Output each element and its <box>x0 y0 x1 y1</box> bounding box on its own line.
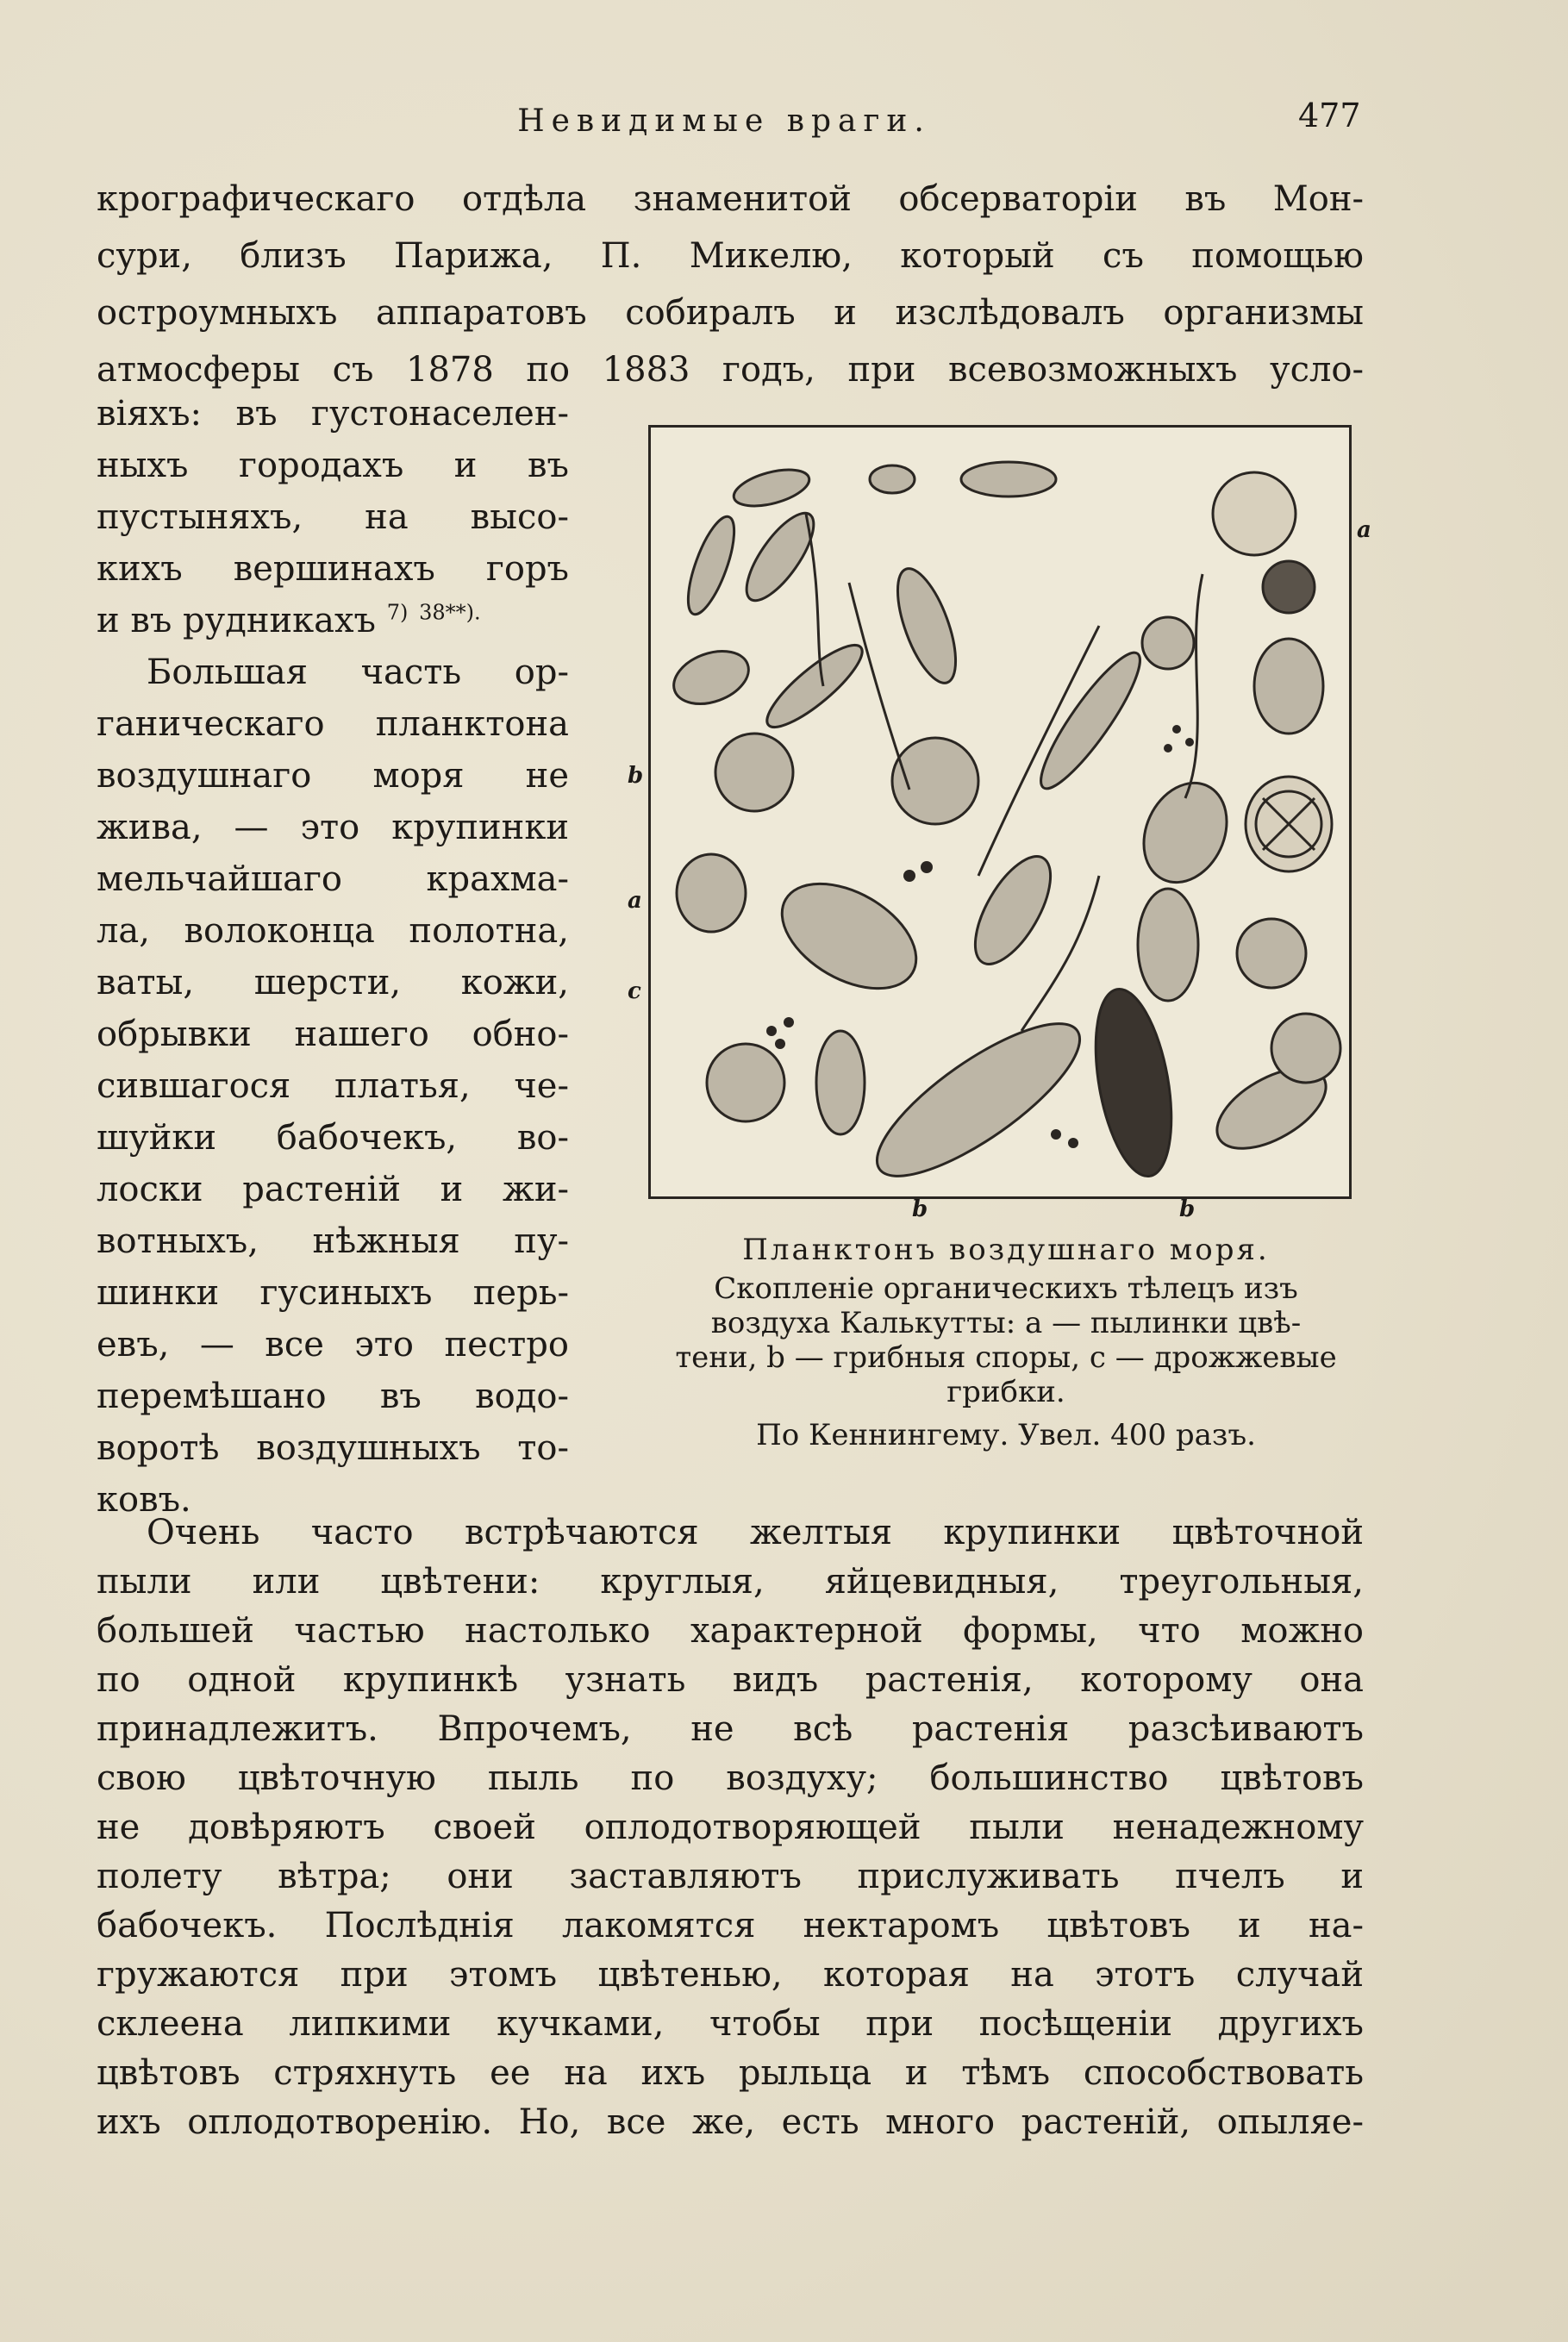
text-line: пустыняхъ, на высо- <box>97 497 569 537</box>
text-line: обрывки нашего обно- <box>97 1015 569 1054</box>
text-line: по одной крупинкѣ узнать видъ растенія, которому она <box>97 1660 1364 1700</box>
figure-label-a: a <box>628 888 642 914</box>
text-line: свою цвѣточную пыль по воздуху; большинство цвѣтовъ <box>97 1758 1364 1798</box>
caption-line: тени, b — грибныя споры, c — дрожжевые <box>675 1340 1337 1375</box>
text-line: воротѣ воздушныхъ то- <box>97 1428 569 1468</box>
text-line: ихъ оплодотворенію. Но, все же, есть много растеній, опыляе- <box>97 2102 1364 2142</box>
line-text: и въ рудникахъ <box>97 601 377 640</box>
page-number: 477 <box>1298 97 1361 134</box>
text-line: гружаются при этомъ цвѣтенью, которая на этотъ случай <box>97 1955 1364 1995</box>
caption-credit: По Кеннингему. Увел. 400 разъ. <box>756 1418 1256 1452</box>
text-line: віяхъ: въ густонаселен- <box>97 394 569 434</box>
text-line: склеена липкими кучками, чтобы при посѣщеніи другихъ <box>97 2004 1364 2044</box>
text-line: не довѣряютъ своей оплодотворяющей пыли ненадежному <box>97 1808 1364 1847</box>
caption-title: Планктонъ воздушнаго моря. <box>742 1233 1270 1267</box>
text-line: бабочекъ. Послѣднія лакомятся нектаромъ цвѣтовъ и на- <box>97 1906 1364 1945</box>
text-line: полету вѣтра; они заставляютъ прислуживать пчелъ и <box>97 1857 1364 1896</box>
text-line: перемѣшано въ водо- <box>97 1377 569 1416</box>
text-line: Большая часть ор- <box>147 653 569 692</box>
figure-label-b: b <box>628 763 644 789</box>
text-line: цвѣтовъ стряхнуть ее на ихъ рыльца и тѣмъ способствовать <box>97 2053 1364 2093</box>
text-line: ваты, шерсти, кожи, <box>97 963 569 1002</box>
text-line: сури, близъ Парижа, П. Микелю, который съ помощью <box>97 236 1364 276</box>
text-line: атмосферы съ 1878 по 1883 годъ, при всевозможныхъ усло- <box>97 350 1364 390</box>
text-line <box>97 595 569 646</box>
text-line: шинки гусиныхъ перь- <box>97 1273 569 1313</box>
text-line: принадлежитъ. Впрочемъ, не всѣ растенія разсѣиваютъ <box>97 1709 1364 1749</box>
text-line: крографическаго отдѣла знаменитой обсерваторіи въ Мон- <box>97 179 1364 219</box>
text-line: ковъ. <box>97 1480 191 1520</box>
caption-line: грибки. <box>946 1375 1065 1409</box>
text-line: евъ, — все это пестро <box>97 1325 569 1365</box>
text-line: вотныхъ, нѣжныя пу- <box>97 1221 569 1261</box>
running-title: Невидимые враги. <box>517 103 931 139</box>
text-line: остроумныхъ аппаратовъ собиралъ и изслѣдовалъ организмы <box>97 293 1364 333</box>
plankton-illustration <box>648 425 1352 1199</box>
text-line: лоски растеній и жи- <box>97 1170 569 1209</box>
text-line: пыли или цвѣтени: круглыя, яйцевидныя, треугольныя, <box>97 1562 1364 1602</box>
caption-line: воздуха Калькутты: a — пылинки цвѣ- <box>710 1306 1302 1340</box>
text-line: Очень часто встрѣчаются желтыя крупинки цвѣточной <box>147 1513 1364 1552</box>
figure-label-c: c <box>628 978 641 1004</box>
footnote-ref: 38**). <box>419 600 481 625</box>
footnote-ref: 7) <box>386 600 409 625</box>
text-line: ла, волоконца полотна, <box>97 911 569 951</box>
caption-line: Скопленіе органическихъ тѣлецъ изъ <box>714 1271 1298 1306</box>
text-line: мельчайшаго крахма- <box>97 859 569 899</box>
figure-label-a: a <box>1357 517 1371 543</box>
figure-label-b: b <box>912 1196 928 1222</box>
text-line: ганическаго планктона <box>97 704 569 744</box>
text-line: шуйки бабочекъ, во- <box>97 1118 569 1158</box>
text-line: кихъ вершинахъ горъ <box>97 549 569 589</box>
text-line: жива, — это крупинки <box>97 808 569 847</box>
text-line: ныхъ городахъ и въ <box>97 446 569 485</box>
microorganisms-drawing <box>651 428 1349 1196</box>
text-line: большей частью настолько характерной формы, что можно <box>97 1611 1364 1651</box>
text-line: сившагося платья, че- <box>97 1066 569 1106</box>
text-line: воздушнаго моря не <box>97 756 569 796</box>
figure-label-b: b <box>1179 1196 1196 1222</box>
